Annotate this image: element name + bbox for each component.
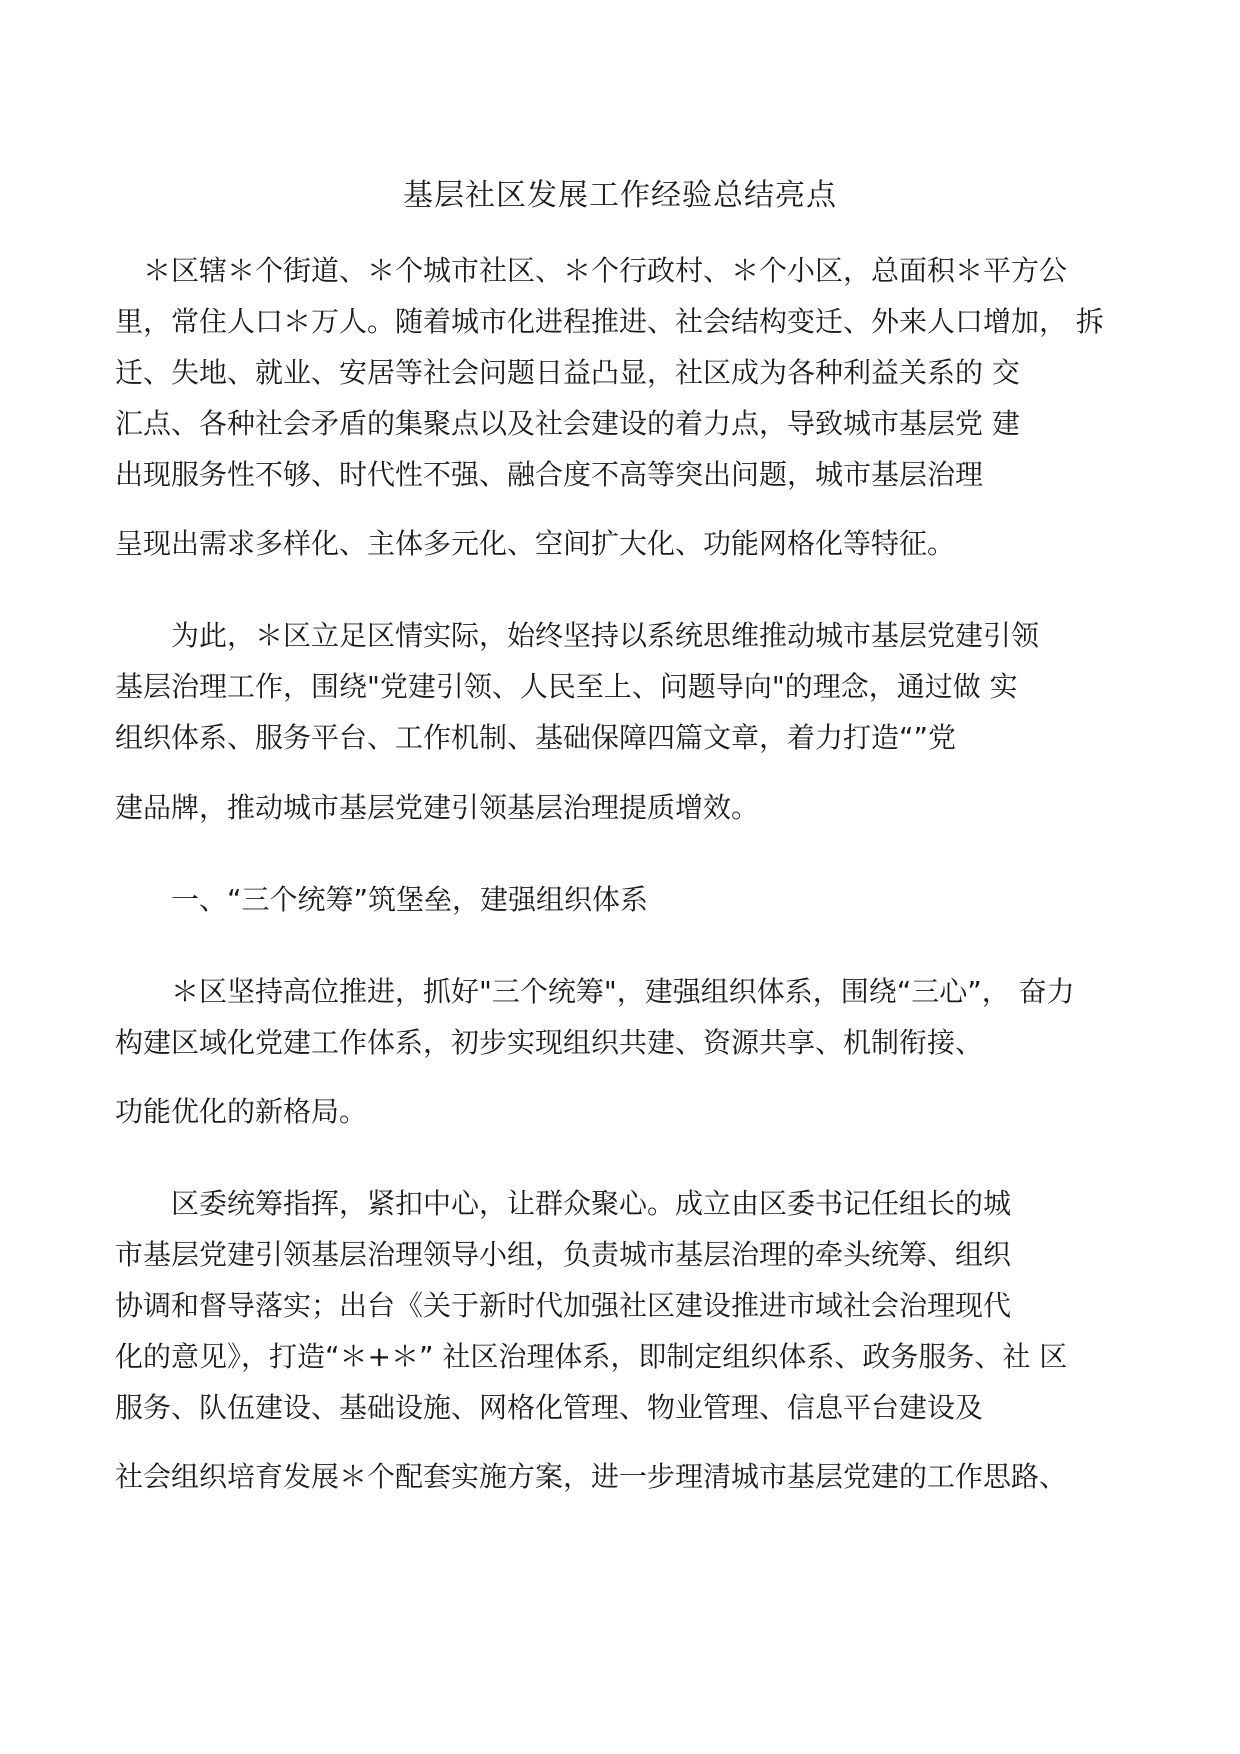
paragraph-line: 基层治理工作，围绕"党建引领、人民至上、问题导向"的理念，通过做 实 bbox=[115, 670, 1018, 703]
section-heading: 一、“三个统筹”筑堡垒，建强组织体系 bbox=[115, 883, 649, 916]
paragraph-line: 为此，＊区立足区情实际，始终坚持以系统思维推动城市基层党建引领 bbox=[115, 619, 1040, 652]
paragraph-line: 区委统筹指挥，紧扣中心，让群众聚心。成立由区委书记任组长的城 bbox=[115, 1187, 1012, 1220]
paragraph-line: 迁、失地、就业、安居等社会问题日益凸显，社区成为各种利益关系的 交 bbox=[115, 356, 1020, 389]
paragraph-line: 化的意见》，打造“＊+＊” 社区治理体系，即制定组织体系、政务服务、社 区 bbox=[115, 1340, 1068, 1373]
paragraph-line: ＊区坚持高位推进，抓好"三个统筹"，建强组织体系，围绕“三心”， 奋力 bbox=[115, 975, 1075, 1008]
document-title: 基层社区发展工作经验总结亮点 bbox=[403, 178, 837, 213]
paragraph-line: 市基层党建引领基层治理领导小组，负责城市基层治理的牵头统筹、组织 bbox=[115, 1238, 1012, 1271]
paragraph-line: 构建区域化党建工作体系，初步实现组织共建、资源共享、机制衔接、 bbox=[115, 1026, 984, 1059]
paragraph-line: 呈现出需求多样化、主体多元化、空间扩大化、功能网格化等特征。 bbox=[115, 527, 956, 560]
paragraph-line: 功能优化的新格局。 bbox=[115, 1095, 368, 1128]
paragraph-line: 汇点、各种社会矛盾的集聚点以及社会建设的着力点，导致城市基层党 建 bbox=[115, 407, 1020, 440]
paragraph-line: 建品牌，推动城市基层党建引领基层治理提质增效。 bbox=[115, 791, 760, 824]
paragraph-line: 服务、队伍建设、基础设施、网格化管理、物业管理、信息平台建设及 bbox=[115, 1391, 984, 1424]
paragraph-line: 里，常住人口＊万人。随着城市化进程推进、社会结构变迁、外来人口增加， 拆 bbox=[115, 305, 1104, 338]
paragraph-line: 社会组织培育发展＊个配套实施方案，进一步理清城市基层党建的工作思路、 bbox=[115, 1460, 1068, 1493]
paragraph-line: ＊区辖＊个街道、＊个城市社区、＊个行政村、＊个小区，总面积＊平方公 bbox=[115, 254, 1068, 287]
paragraph-line: 组织体系、服务平台、工作机制、基础保障四篇文章，着力打造“”党 bbox=[115, 721, 957, 754]
paragraph-line: 协调和督导落实；出台《关于新时代加强社区建设推进市域社会治理现代 bbox=[115, 1289, 1012, 1322]
paragraph-line: 出现服务性不够、时代性不强、融合度不高等突出问题，城市基层治理 bbox=[115, 458, 984, 491]
